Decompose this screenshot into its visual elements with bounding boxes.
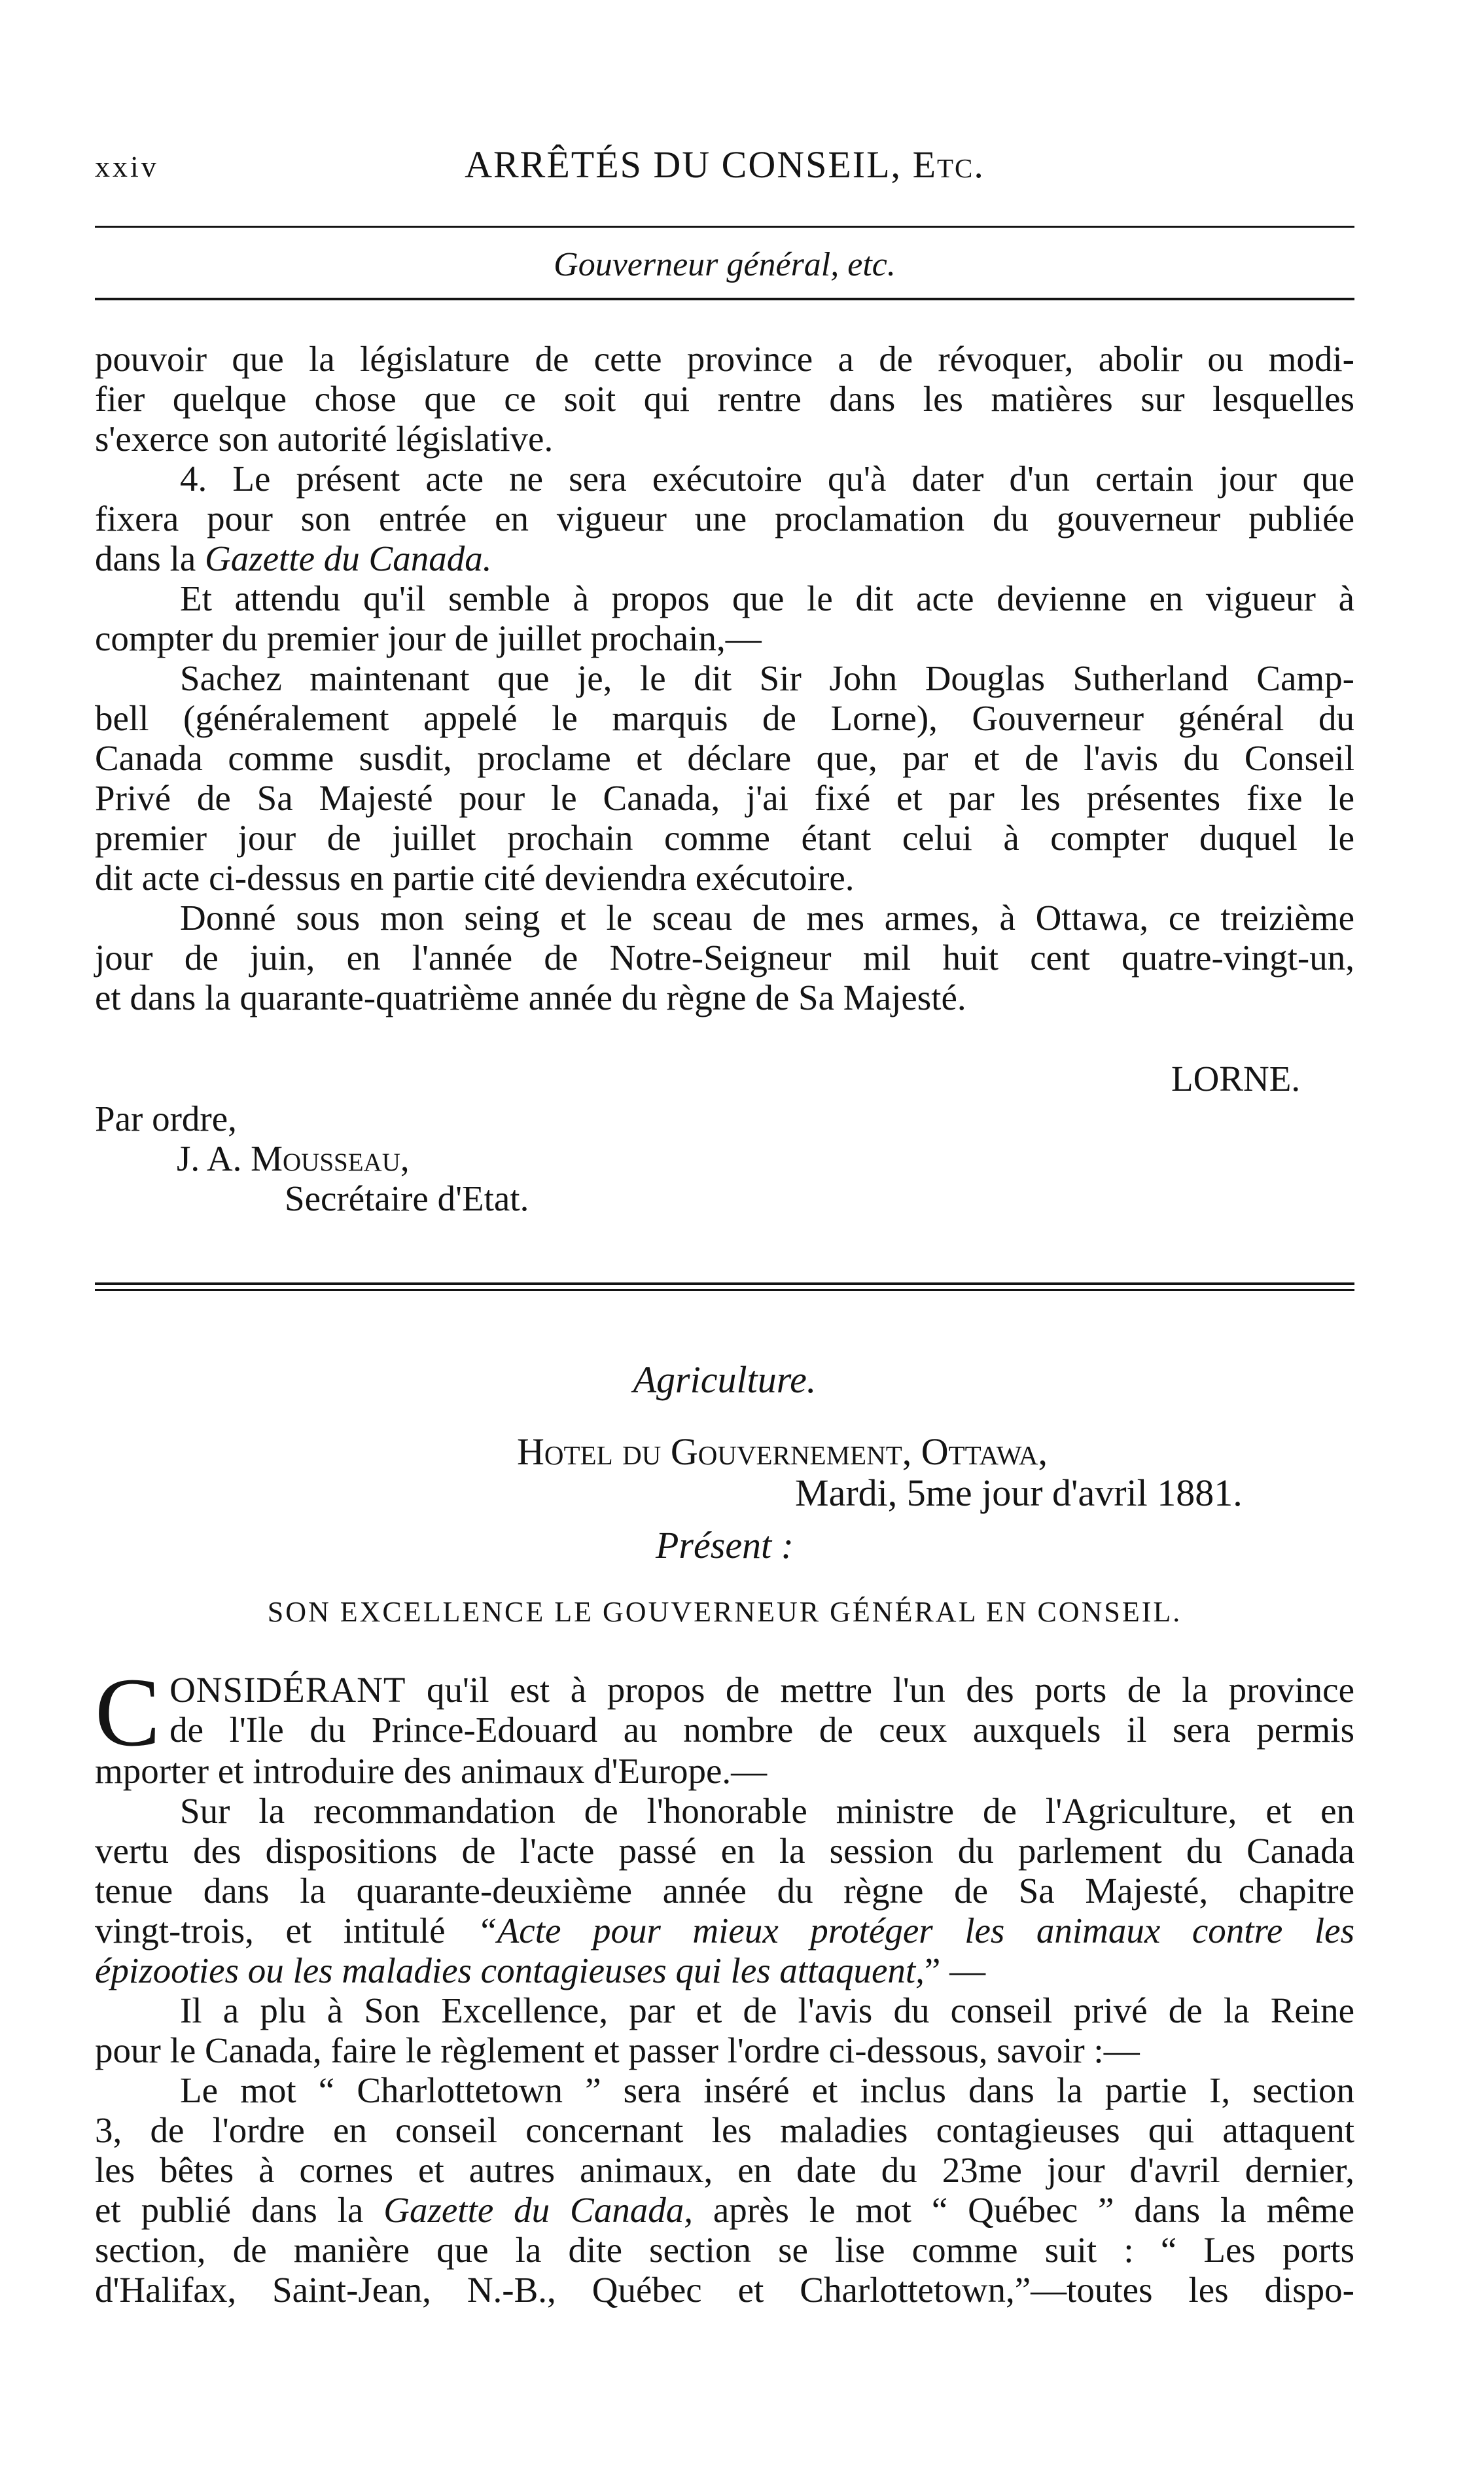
text-line: dit acte ci-dessus en partie cité deviendra exécutoire.	[95, 858, 855, 898]
text-line: Il a plu à Son Excellence, par et de l'avis du conseil privé de la Reine	[180, 1990, 1354, 2030]
running-title-main: ARRÊTÉS DU CONSEIL,	[465, 143, 902, 186]
text-line: pour le Canada, faire le règlement et passer l'ordre ci-dessous, savoir :—	[95, 2030, 1140, 2070]
text-line: et dans la quarante-quatrième année du règne de Sa Majesté.	[95, 978, 966, 1017]
text-line: de l'Ile du Prince-Edouard au nombre de ceux auxquels il sera permis	[169, 1710, 1354, 1750]
text-line: jour de juin, en l'année de Notre-Seigneur mil huit cent quatre-vingt-un,	[95, 938, 1354, 978]
text-line: Le mot “ Charlottetown ” sera inséré et inclus dans la partie I, section	[180, 2070, 1354, 2110]
agriculture-heading: Agriculture.	[633, 1358, 817, 1401]
signature: LORNE.	[1171, 1059, 1301, 1099]
running-title-suffix: Etc.	[912, 143, 985, 186]
present-heading: Présent :	[656, 1524, 794, 1566]
text-line: bell (généralement appelé le marquis de Lorne), Gouverneur général du	[95, 698, 1354, 738]
text-line: Donné sous mon seing et le sceau de mes armes, à Ottawa, ce treizième	[180, 898, 1354, 938]
text-line: fixera pour son entrée en vigueur une proclamation du gouverneur publiée	[95, 499, 1354, 539]
text-span: qu'il est à propos de mettre l'un des ports de la province	[406, 1670, 1354, 1710]
place-line: Hotel du Gouvernement, Ottawa,	[517, 1430, 1048, 1473]
secretary-initials: J. A.	[177, 1139, 242, 1178]
text-span: après le mot “ Québec ” dans la même	[692, 2190, 1354, 2230]
text-span: ” —	[924, 1951, 986, 1990]
subheader-rule	[95, 298, 1354, 300]
text-line	[95, 1951, 1354, 1990]
text-line	[95, 539, 1354, 578]
running-header	[95, 143, 1354, 195]
section-subheading: Gouverneur général, etc.	[554, 246, 896, 283]
section-divider-top	[95, 1282, 1354, 1285]
text-line: 3, de l'ordre en conseil concernant les maladies contagieuses qui attaquent	[95, 2110, 1354, 2150]
council-heading: SON EXCELLENCE LE GOUVERNEUR GÉNÉRAL EN CONSEIL.	[267, 1596, 1182, 1628]
text-line: fier quelque chose que ce soit qui rentre dans les matières sur lesquelles	[95, 379, 1354, 419]
text-line: d'Halifax, Saint-Jean, N.-B., Québec et Charlottetown,”—toutes les dispo-	[95, 2270, 1354, 2310]
text-span: vingt-trois, et intitulé	[95, 1911, 478, 1951]
text-line: Privé de Sa Majesté pour le Canada, j'ai fixé et par les présentes fixe le	[95, 778, 1354, 818]
text-line: les bêtes à cornes et autres animaux, en date du 23me jour d'avril dernier,	[95, 2150, 1354, 2190]
text-line: Sur la recommandation de l'honorable ministre de l'Agriculture, et en	[180, 1791, 1354, 1831]
text-line: pouvoir que la législature de cette province a de révoquer, abolir ou modi-	[95, 339, 1354, 379]
text-line: Et attendu qu'il semble à propos que le dit acte devienne en vigueur à	[180, 578, 1354, 618]
text-line	[95, 1670, 1354, 1710]
text-line: Sachez maintenant que je, le dit Sir John Douglas Sutherland Camp-	[180, 658, 1354, 698]
by-order: Par ordre,	[95, 1099, 237, 1139]
proclamation-body	[95, 339, 1354, 1017]
text-line: 4. Le présent acte ne sera exécutoire qu'à dater d'un certain jour que	[180, 459, 1354, 499]
drop-cap: C	[95, 1658, 161, 1767]
text-line: premier jour de juillet prochain comme étant celui à compter duquel le	[95, 818, 1354, 858]
secretary-name	[177, 1138, 410, 1179]
running-title	[95, 143, 1354, 186]
text-line: mporter et introduire des animaux d'Europe.—	[95, 1751, 768, 1791]
text-line: section, de manière que la dite section se lise comme suit : “ Les ports	[95, 2230, 1354, 2270]
text-line: vertu des dispositions de l'acte passé en la session du parlement du Canada	[95, 1831, 1354, 1871]
secretary-title: Secrétaire d'Etat.	[285, 1178, 529, 1218]
first-word: ONSIDÉRANT	[169, 1670, 406, 1710]
page-number: xxiv	[95, 150, 159, 183]
gazette-title: Gazette du Canada.	[205, 539, 492, 578]
act-title: “Acte pour mieux protéger les animaux contre les	[477, 1911, 1354, 1951]
text-line: tenue dans la quarante-deuxième année du règne de Sa Majesté, chapitre	[95, 1871, 1354, 1911]
text-line	[95, 2190, 1354, 2230]
text-line: compter du premier jour de juillet prochain,—	[95, 618, 762, 658]
text-line: Canada comme susdit, proclame et déclare que, par et de l'avis du Conseil	[95, 738, 1354, 778]
text-line: s'exerce son autorité législative.	[95, 419, 554, 459]
section-divider-bottom	[95, 1289, 1354, 1291]
text-span: dans la	[95, 539, 205, 578]
text-span: et publié dans la	[95, 2190, 384, 2230]
secretary-surname: Mousseau,	[251, 1139, 410, 1178]
header-rule	[95, 226, 1354, 228]
date-line: Mardi, 5me jour d'avril 1881.	[795, 1472, 1243, 1514]
order-body	[95, 1658, 1354, 2310]
act-title: épizooties ou les maladies contagieuses qui les attaquent,	[95, 1951, 925, 1990]
text-line	[95, 1911, 1354, 1951]
gazette-title: Gazette du Canada,	[383, 2190, 693, 2230]
